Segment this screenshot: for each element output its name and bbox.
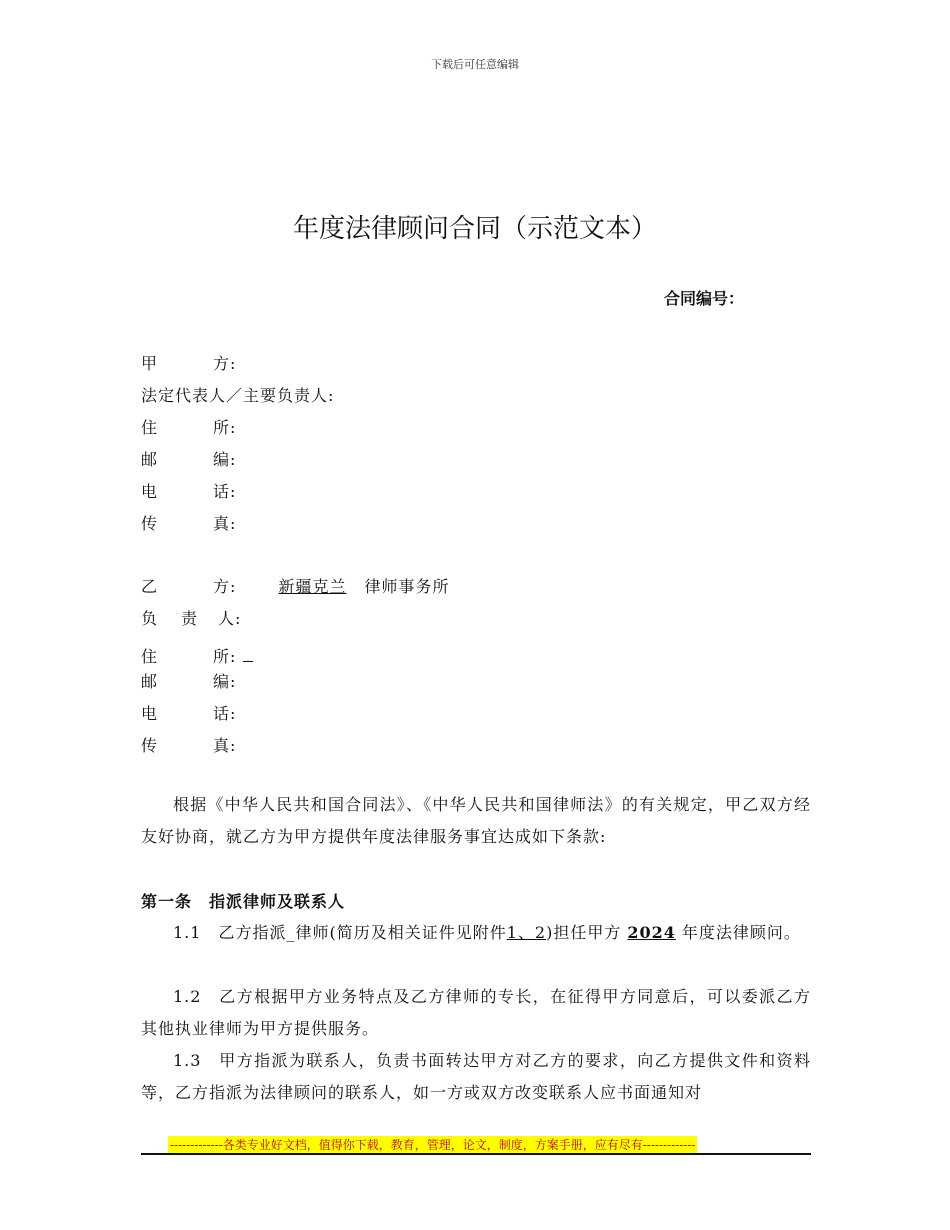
party-b-fax-char1: 传	[141, 736, 159, 755]
party-a-phone	[141, 479, 236, 502]
contract-number-label: 合同编号：	[664, 289, 745, 308]
party-a-address	[141, 415, 236, 438]
intro-paragraph: 根据《中华人民共和国合同法》、《中华人民共和国律师法》的有关规定，甲乙双方经友好协商，就乙方为甲方提供年度法律服务事宜达成如下条款:	[141, 795, 811, 846]
party-a-representative: 法定代表人／主要负责人:	[141, 386, 335, 405]
party-b-address-blank	[243, 647, 253, 662]
party-b-head-char3: 人:	[218, 609, 242, 628]
party-a-name-char1: 甲	[141, 354, 159, 373]
article-1-clause-1	[141, 917, 811, 949]
article-1-title: 第一条 指派律师及联系人	[141, 892, 346, 911]
party-b-fax	[141, 733, 236, 756]
party-b-head-char2: 责	[181, 609, 199, 628]
party-b-phone-char1: 电	[141, 704, 159, 723]
article-1-clause-2: 1.2 乙方根据甲方业务特点及乙方律师的专长，在征得甲方同意后，可以委派乙方其他执业律师为甲方提供服务。	[141, 987, 811, 1038]
party-b-address-char1: 住	[141, 647, 159, 666]
party-b-head-char1: 负	[141, 609, 159, 628]
party-b-phone	[141, 701, 236, 724]
party-b-zip-char2: 编:	[213, 672, 237, 691]
clause-1-prefix: 1.1 乙方指派_律师(简历及相关证件见附件	[173, 923, 507, 942]
header-note: 下载后可任意编辑	[431, 58, 519, 71]
party-a-phone-char1: 电	[141, 482, 159, 501]
party-b-firm-name: 新疆克兰	[278, 577, 347, 596]
article-1-clause-3: 1.3 甲方指派为联系人，负责书面转达甲方对乙方的要求，向乙方提供文件和资料等，乙方指派为法律顾问的联系人，如一方或双方改变联系人应书面通知对	[141, 1051, 811, 1102]
party-a-fax-char1: 传	[141, 514, 159, 533]
party-a-phone-char2: 话:	[213, 482, 237, 501]
party-a-zip-char2: 编:	[213, 450, 237, 469]
party-a-name-char2: 方:	[213, 354, 237, 373]
clause-1-attachment: 1、2	[506, 923, 547, 942]
footer-divider	[141, 1153, 811, 1155]
party-a-address-char1: 住	[141, 418, 159, 437]
party-b-zip	[141, 669, 236, 692]
clause-1-suffix: 年度法律顾问。	[681, 923, 801, 942]
party-b-name-char1: 乙	[141, 577, 159, 596]
party-a-zip	[141, 447, 236, 470]
party-a-name	[141, 351, 236, 374]
party-b-address-char2: 所:	[213, 647, 237, 666]
party-b-name	[141, 574, 450, 597]
party-a-fax-char2: 真:	[213, 514, 237, 533]
party-a-zip-char1: 邮	[141, 450, 159, 469]
clause-1-year: 2024	[627, 923, 676, 942]
party-b-zip-char1: 邮	[141, 672, 159, 691]
footer-banner: -------------各类专业好文档，值得你下载，教育，管理，论文，制度，方案手册，应有尽有-------------	[170, 1138, 696, 1152]
party-a-address-char2: 所:	[213, 418, 237, 437]
party-b-address	[141, 644, 253, 667]
clause-1-mid: )担任甲方	[546, 923, 622, 942]
party-b-phone-char2: 话:	[213, 704, 237, 723]
party-a-fax	[141, 511, 236, 534]
party-b-name-char2: 方:	[213, 577, 237, 596]
party-b-head	[141, 606, 241, 629]
document-title: 年度法律顾问合同（示范文本）	[292, 214, 657, 244]
party-b-fax-char2: 真:	[213, 736, 237, 755]
party-b-firm-suffix: 律师事务所	[364, 577, 450, 596]
